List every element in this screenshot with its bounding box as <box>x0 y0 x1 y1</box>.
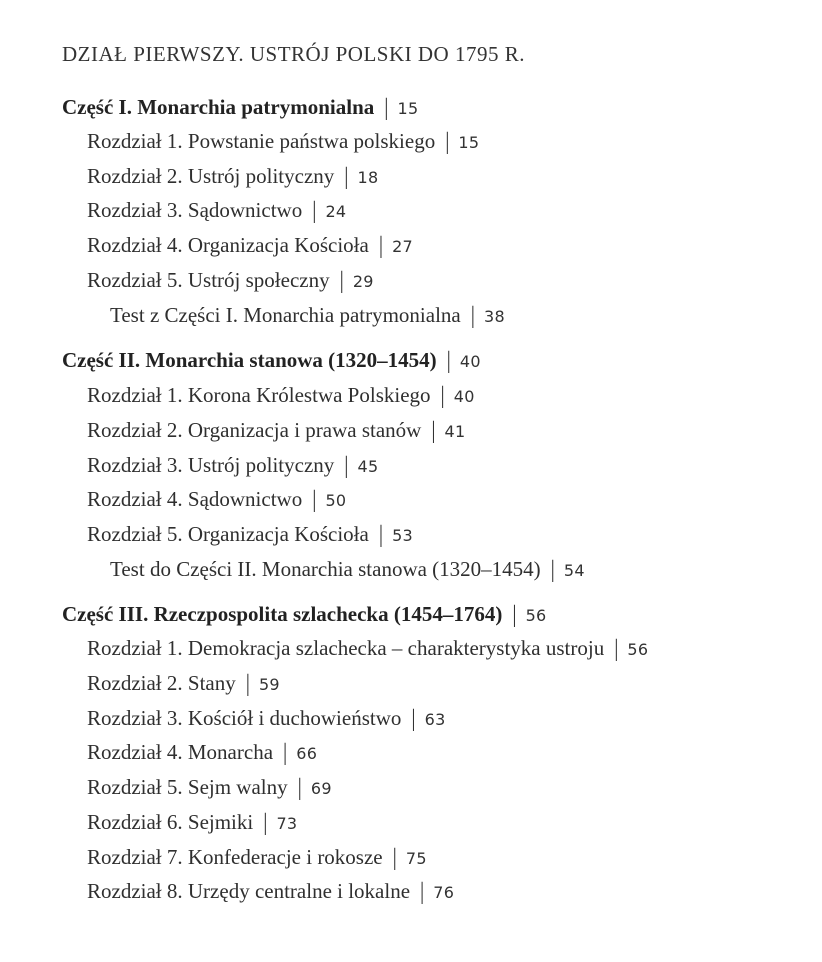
toc-page-number: 50 <box>325 491 347 510</box>
toc-page-number: 76 <box>433 883 455 902</box>
toc-entry-title: Rozdział 6. Sejmiki <box>87 810 254 834</box>
toc-separator: | <box>263 808 268 836</box>
toc-page-number: 73 <box>276 814 298 833</box>
toc-entry-title: Rozdział 4. Organizacja Kościoła <box>87 233 369 257</box>
toc-page-number: 18 <box>357 168 379 187</box>
toc-separator: | <box>411 704 416 732</box>
toc-page-number: 54 <box>563 561 585 580</box>
toc-entry-chapter <box>87 164 378 190</box>
toc-separator: | <box>470 301 475 329</box>
toc-entry-title: Rozdział 1. Demokracja szlachecka – charakterystyka ustroju <box>87 636 605 660</box>
toc-entry-chapter <box>87 129 479 155</box>
toc-entry-title: Rozdział 5. Sejm walny <box>87 775 288 799</box>
toc-page-number: 24 <box>325 202 347 221</box>
toc-separator: | <box>445 127 450 155</box>
toc-page-number: 29 <box>352 272 374 291</box>
toc-entry-title: Rozdział 7. Konfederacje i rokosze <box>87 845 383 869</box>
toc-entry-title: Rozdział 2. Ustrój polityczny <box>87 164 335 188</box>
toc-entry-chapter <box>87 418 466 444</box>
toc-page-number: 41 <box>444 422 466 441</box>
toc-entry-title: Rozdział 3. Sądownictwo <box>87 198 303 222</box>
toc-entry-part <box>62 602 547 628</box>
toc-entry-test <box>110 557 585 583</box>
toc-page-number: 40 <box>459 352 481 371</box>
toc-entry-title: Rozdział 1. Powstanie państwa polskiego <box>87 129 436 153</box>
toc-page-number: 38 <box>483 307 505 326</box>
toc-entry-title: Rozdział 5. Ustrój społeczny <box>87 268 330 292</box>
toc-separator: | <box>614 634 619 662</box>
toc-page-number: 45 <box>357 457 379 476</box>
toc-separator: | <box>440 381 445 409</box>
toc-separator: | <box>312 196 317 224</box>
toc-entry-chapter <box>87 775 332 801</box>
toc-page-number: 27 <box>392 237 414 256</box>
toc-separator: | <box>392 843 397 871</box>
toc-entry-chapter <box>87 198 346 224</box>
toc-entry-chapter <box>87 671 280 697</box>
toc-separator: | <box>378 231 384 259</box>
toc-separator: | <box>245 669 250 697</box>
toc-entry-title: Rozdział 3. Kościół i duchowieństwo <box>87 706 402 730</box>
toc-entry-chapter <box>87 636 648 662</box>
toc-page-number: 69 <box>310 779 332 798</box>
toc-entry-part <box>62 348 481 374</box>
toc-entry-title: Rozdział 4. Sądownictwo <box>87 487 303 511</box>
toc-page-number: 40 <box>453 387 475 406</box>
toc-entry-test <box>110 303 505 329</box>
toc-entry-chapter <box>87 233 413 259</box>
toc-separator: | <box>550 555 555 583</box>
toc-page-number: 56 <box>525 606 547 625</box>
toc-separator: | <box>344 162 349 190</box>
toc-separator: | <box>344 451 349 479</box>
toc-entry-chapter <box>87 487 346 513</box>
toc-separator: | <box>431 416 436 444</box>
toc-entry-title: Rozdział 3. Ustrój polityczny <box>87 453 335 477</box>
toc-page-number: 15 <box>458 133 480 152</box>
toc-entry-title: Część I. Monarchia patrymonialna <box>62 95 375 119</box>
toc-entry-title: Część III. Rzeczpospolita szlachecka (1454–1764) <box>62 602 503 626</box>
toc-separator: | <box>339 266 344 294</box>
toc-page-number: 66 <box>296 744 318 763</box>
toc-separator: | <box>312 485 317 513</box>
toc-separator: | <box>512 600 517 628</box>
toc-entry-part <box>62 95 418 121</box>
toc-entry-title: Rozdział 2. Stany <box>87 671 236 695</box>
toc-entry-title: Rozdział 1. Korona Królestwa Polskiego <box>87 383 431 407</box>
toc-entry-chapter <box>87 453 378 479</box>
toc-entry-chapter <box>87 740 317 766</box>
toc-entry-chapter <box>87 879 454 905</box>
toc-separator: | <box>420 877 425 905</box>
toc-entry-chapter <box>87 845 427 871</box>
toc-entry-chapter <box>87 810 297 836</box>
toc-entry-title: Test z Części I. Monarchia patrymonialna <box>110 303 461 327</box>
toc-entry-chapter <box>87 706 446 732</box>
toc-page-number: 59 <box>258 675 280 694</box>
toc-page-number: 15 <box>397 99 419 118</box>
toc-separator: | <box>378 520 384 548</box>
toc-separator: | <box>384 93 389 121</box>
section-heading: DZIAŁ PIERWSZY. USTRÓJ POLSKI DO 1795 R. <box>62 42 525 66</box>
toc-entry-chapter <box>87 522 413 548</box>
toc-separator: | <box>283 738 288 766</box>
toc-entry-title: Rozdział 4. Monarcha <box>87 740 274 764</box>
toc-entry-title: Część II. Monarchia stanowa (1320–1454) <box>62 348 437 372</box>
toc-entry-chapter <box>87 383 475 409</box>
toc-entry-title: Rozdział 2. Organizacja i prawa stanów <box>87 418 422 442</box>
toc-entry-title: Rozdział 5. Organizacja Kościoła <box>87 522 369 546</box>
toc-entry-title: Test do Części II. Monarchia stanowa (1320–1454) <box>110 557 541 581</box>
toc-page-number: 63 <box>424 710 446 729</box>
toc-entry-title: Rozdział 8. Urzędy centralne i lokalne <box>87 879 411 903</box>
toc-separator: | <box>297 773 302 801</box>
toc-page-number: 56 <box>627 640 649 659</box>
toc-entry-chapter <box>87 268 374 294</box>
toc-page-number: 53 <box>392 526 414 545</box>
toc-page-number: 75 <box>405 849 427 868</box>
toc-separator: | <box>446 346 451 374</box>
